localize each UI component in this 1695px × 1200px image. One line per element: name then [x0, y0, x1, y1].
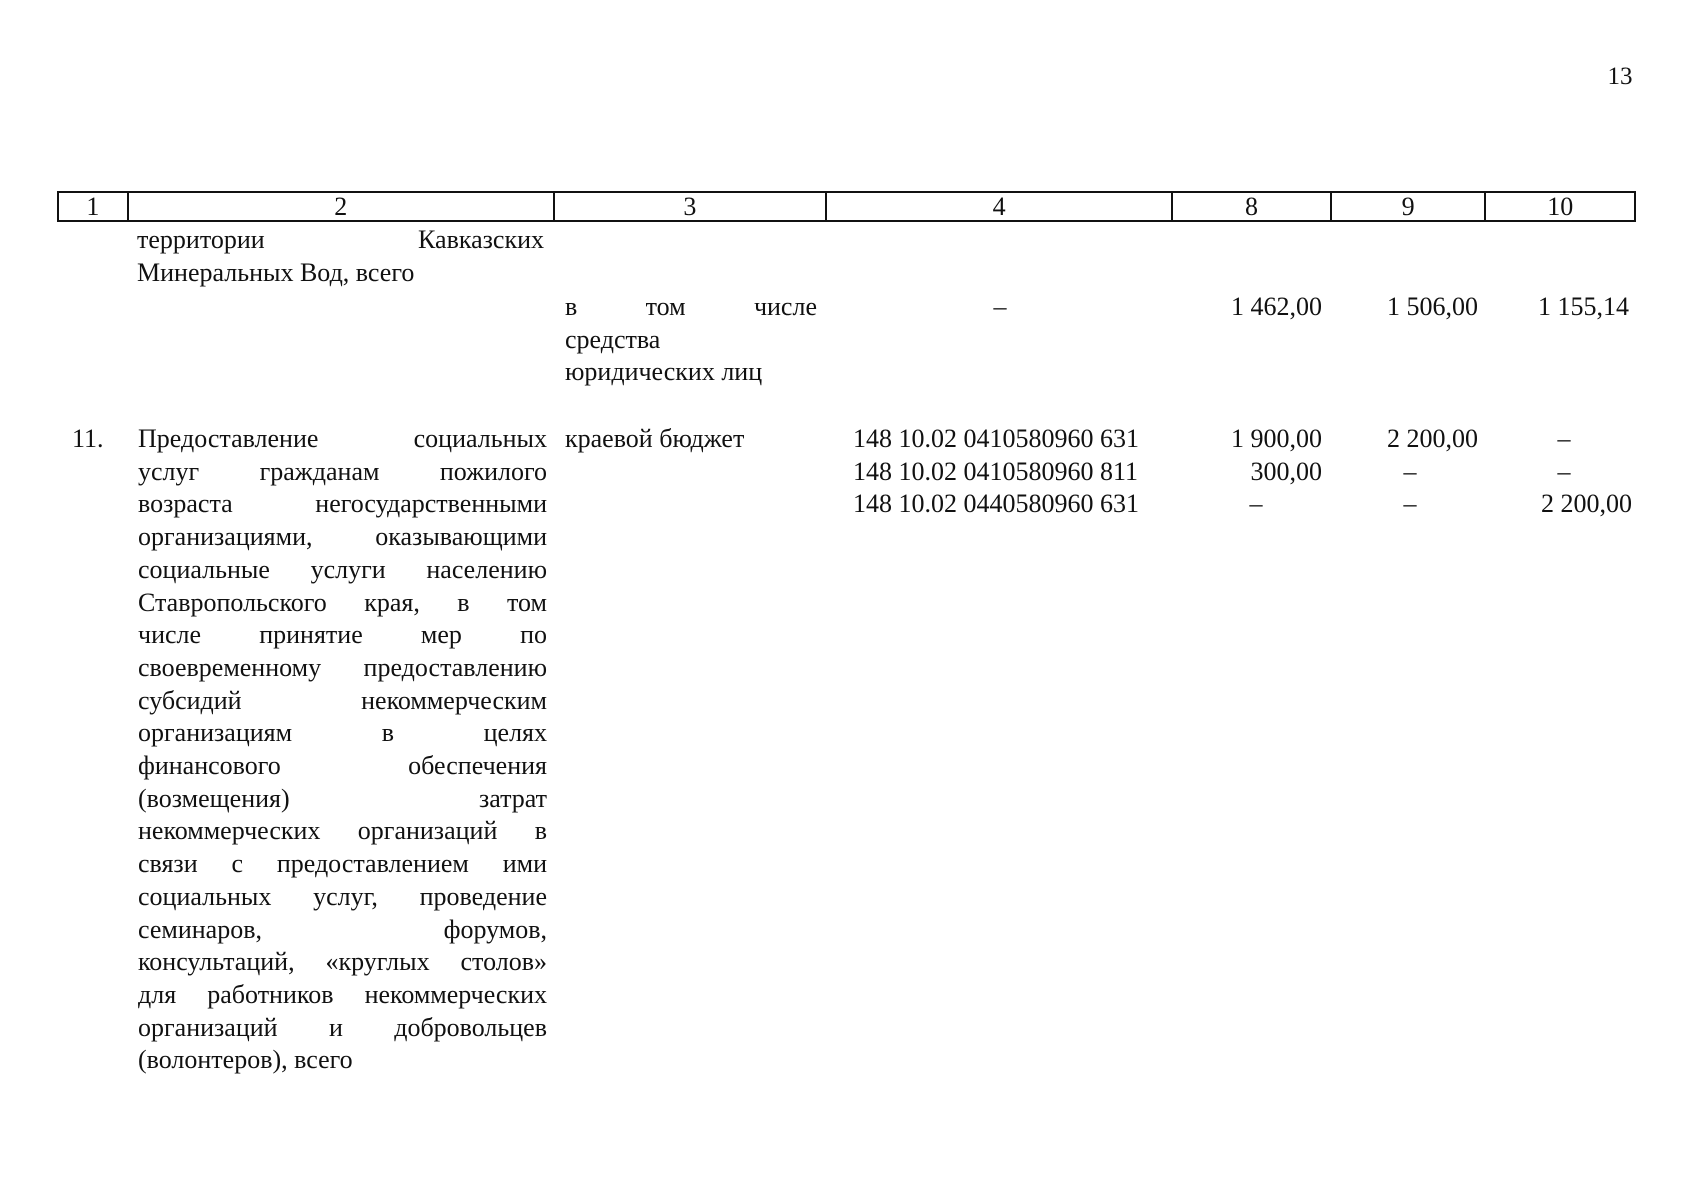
- header-col-2: 2: [127, 193, 553, 220]
- row11-desc-line: Ставропольского края, в том: [138, 587, 547, 617]
- row11-description: [138, 423, 547, 1077]
- row11-desc-line: для работников некоммерческих: [138, 979, 547, 1009]
- header-col-9: 9: [1330, 193, 1485, 220]
- row11-desc-line: (волонтеров), всего: [138, 1045, 353, 1075]
- row11-source: краевой бюджет: [565, 424, 745, 453]
- row11-desc-line: консультаций, «круглых столов»: [138, 947, 547, 977]
- cont-desc-line: Минеральных Вод, всего: [137, 257, 415, 287]
- row11-desc-line: семинаров, форумов,: [138, 914, 547, 944]
- row11-code: 148 10.02 0410580960 811: [853, 457, 1139, 486]
- cont-desc-line: территории Кавказских: [137, 225, 544, 254]
- page-number: 13: [1607, 63, 1633, 90]
- row11-col10: –: [1557, 457, 1571, 486]
- row11-col9: –: [1403, 457, 1417, 486]
- row11-code: 148 10.02 0410580960 631: [853, 424, 1139, 453]
- cont-row-col10: 1 155,14: [1538, 292, 1629, 321]
- row11-col8: 300,00: [1250, 457, 1322, 486]
- row11-desc-line: субсидий некоммерческим: [138, 685, 547, 715]
- row11-desc-line: организациями, оказывающими: [138, 522, 547, 552]
- row11-desc-line: своевременному предоставлению: [138, 652, 547, 682]
- row-number: 11.: [72, 424, 104, 453]
- row11-col9: 2 200,00: [1387, 424, 1478, 453]
- row11-desc-line: числе принятие мер по: [138, 620, 547, 650]
- cont-row-code: –: [993, 292, 1007, 321]
- cont-row-description: [137, 224, 544, 289]
- row11-desc-line: связи с предоставлением ими: [138, 849, 547, 879]
- row11-desc-line: организаций и добровольцев: [138, 1012, 547, 1042]
- cont-source-line: средства: [565, 324, 661, 354]
- header-col-10: 10: [1484, 193, 1634, 220]
- cont-row-col8: 1 462,00: [1231, 292, 1322, 321]
- row11-desc-line: организациям в целях: [138, 718, 547, 748]
- cont-source-line: в том числе: [565, 292, 817, 321]
- row11-desc-line: услуг гражданам пожилого: [138, 456, 547, 486]
- row11-col8: –: [1249, 489, 1263, 518]
- header-col-4: 4: [825, 193, 1171, 220]
- cont-row-col9: 1 506,00: [1387, 292, 1478, 321]
- table-header-row: [57, 191, 1636, 222]
- row11-desc-line: социальные услуги населению: [138, 554, 547, 584]
- row11-col10: 2 200,00: [1541, 489, 1632, 518]
- header-col-1: 1: [86, 192, 100, 221]
- row11-desc-line: социальных услуг, проведение: [138, 881, 547, 911]
- row11-desc-line: некоммерческих организаций в: [138, 816, 547, 846]
- row11-desc-line: финансового обеспечения: [138, 751, 547, 781]
- row11-col9: –: [1403, 489, 1417, 518]
- row11-desc-line: (возмещения) затрат: [138, 783, 547, 813]
- row11-desc-line: Предоставление социальных: [138, 424, 547, 453]
- cont-source-line: юридических лиц: [565, 357, 763, 387]
- header-col-3: 3: [553, 193, 825, 220]
- row11-code: 148 10.02 0440580960 631: [853, 489, 1139, 518]
- row11-desc-line: возраста негосударственными: [138, 489, 547, 519]
- row11-col10: –: [1557, 424, 1571, 453]
- header-col-8: 8: [1171, 193, 1330, 220]
- cont-row-source: [565, 291, 817, 389]
- row11-col8: 1 900,00: [1231, 424, 1322, 453]
